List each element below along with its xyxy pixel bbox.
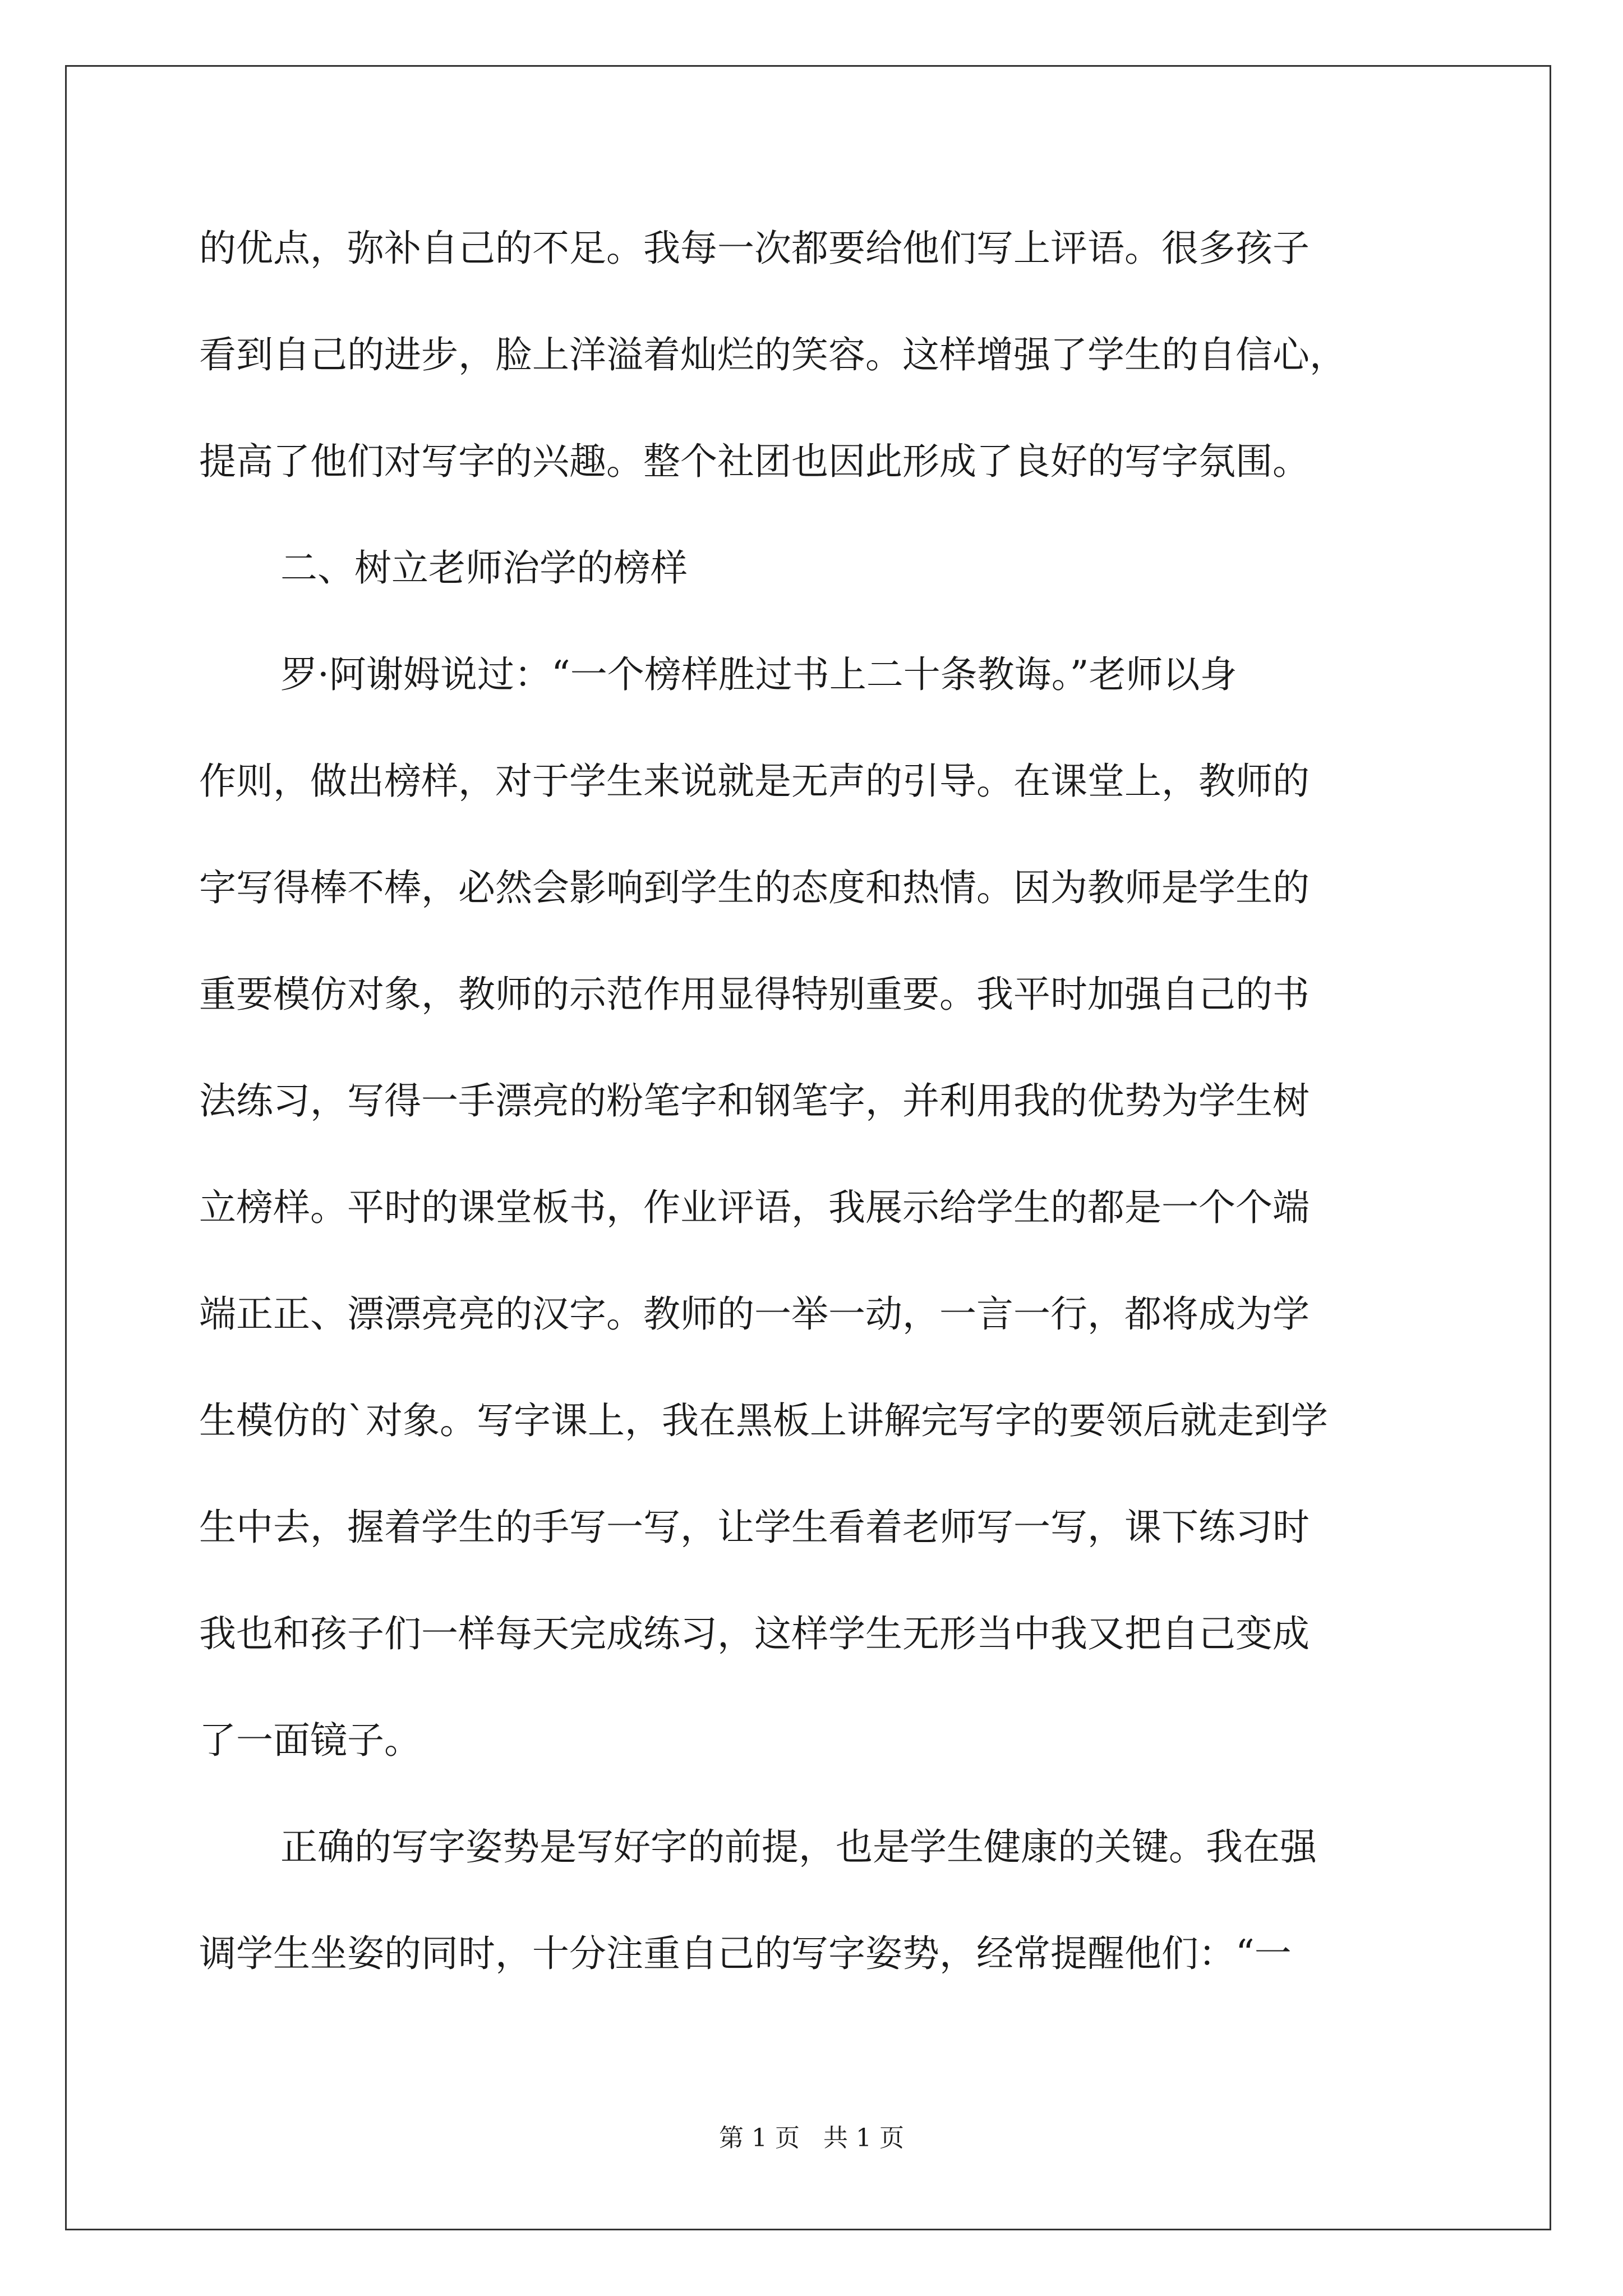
text-line: 重要模仿对象，教师的示范作用显得特别重要。我平时加强自己的书 — [199, 973, 1310, 1016]
text-line: 我也和孩子们一样每天完成练习，这样学生无形当中我又把自己变成 — [199, 1612, 1310, 1655]
text-line: 了一面镜子。 — [199, 1719, 421, 1762]
text-line: 看到自己的进步，脸上洋溢着灿烂的笑容。这样增强了学生的自信心， — [199, 333, 1347, 376]
text-line: 的优点，弥补自己的不足。我每一次都要给他们写上评语。很多孩子 — [199, 227, 1310, 270]
text-line: 端正正、漂漂亮亮的汉字。教师的一举一动，一言一行，都将成为学 — [199, 1292, 1310, 1336]
text-line: 调学生坐姿的同时，十分注重自己的写字姿势，经常提醒他们：“一 — [199, 1932, 1292, 1975]
text-line: 提高了他们对写字的兴趣。整个社团也因此形成了良好的写字氛围。 — [199, 440, 1310, 483]
text-line: 生中去，握着学生的手写一写，让学生看着老师写一写，课下练习时 — [199, 1506, 1310, 1549]
text-line: 字写得棒不棒，必然会影响到学生的态度和热情。因为教师是学生的 — [199, 866, 1310, 909]
section-heading: 二、树立老师治学的榜样 — [280, 546, 688, 590]
text-line: 立榜样。平时的课堂板书，作业评语，我展示给学生的都是一个个端 — [199, 1186, 1310, 1229]
paragraph-first-line: 罗·阿谢姆说过：“一个榜样胜过书上二十条教诲。”老师以身 — [280, 653, 1237, 696]
page-border — [65, 65, 1551, 2230]
text-line: 法练习，写得一手漂亮的粉笔字和钢笔字，并利用我的优势为学生树 — [199, 1079, 1310, 1122]
text-line: 生模仿的`对象。写字课上，我在黑板上讲解完写字的要领后就走到学 — [199, 1399, 1328, 1442]
page-footer: 第 1 页 共 1 页 — [719, 2124, 904, 2152]
paragraph-first-line: 正确的写字姿势是写好字的前提，也是学生健康的关键。我在强 — [280, 1825, 1317, 1869]
text-line: 作则，做出榜样，对于学生来说就是无声的引导。在课堂上，教师的 — [199, 760, 1310, 803]
